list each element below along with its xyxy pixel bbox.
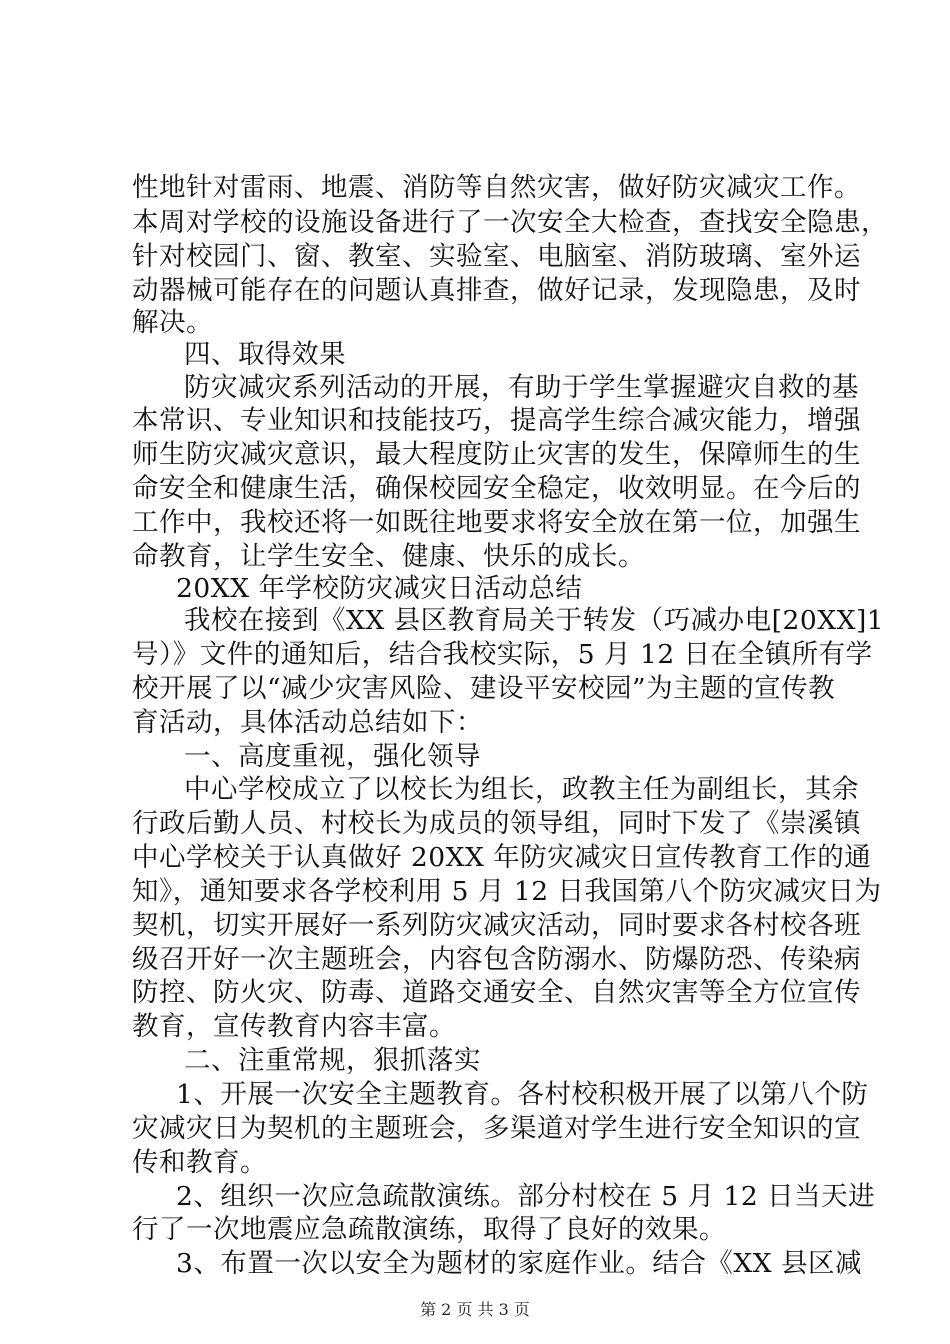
text-line: 我校在接到《XX 县区教育局关于转发（巧减办电[20XX]1 xyxy=(184,605,885,636)
document-title: 20XX 年学校防灾减灾日活动总结 xyxy=(176,573,583,604)
text-line: 中心学校成立了以校长为组长，政教主任为副组长，其余 xyxy=(184,774,859,805)
text-line: 校开展了以“减少灾害风险、建设平安校园”为主题的宣传教 xyxy=(132,673,836,704)
text-line: 性地针对雷雨、地震、消防等自然灾害，做好防灾减灾工作。 xyxy=(132,172,861,203)
text-line: 行政后勤人员、村校长为成员的领导组，同时下发了《崇溪镇 xyxy=(132,808,861,839)
page-number-footer: 第 2 页 共 3 页 xyxy=(420,1300,530,1319)
text-line: 育活动，具体活动总结如下： xyxy=(132,707,483,738)
text-line: 命教育，让学生安全、健康、快乐的成长。 xyxy=(132,541,645,572)
text-line: 防灾减灾系列活动的开展，有助于学生掌握避灾自救的基 xyxy=(184,372,859,403)
text-line: 本周对学校的设施设备进行了一次安全大检查，查找安全隐患， xyxy=(132,207,888,238)
text-line: 解决。 xyxy=(132,307,213,338)
text-line: 本常识、专业知识和技能技巧，提高学生综合减灾能力，增强 xyxy=(132,405,861,436)
text-line: 知》，通知要求各学校利用 5 月 12 日我国第八个防灾减灾日为 xyxy=(132,876,882,907)
text-line: 针对校园门、窗、教室、实验室、电脑室、消防玻璃、室外运 xyxy=(132,241,861,272)
text-line: 中心学校关于认真做好 20XX 年防灾减灾日宣传教育工作的通 xyxy=(132,842,872,873)
text-line: 号）》文件的通知后，结合我校实际，5 月 12 日在全镇所有学 xyxy=(132,639,873,670)
text-line: 命安全和健康生活，确保校园安全稳定，收效明显。在今后的 xyxy=(132,473,861,504)
text-line: 级召开好一次主题班会，内容包含防溺水、防爆防恐、传染病 xyxy=(132,944,861,975)
text-line: 1、开展一次安全主题教育。各村校积极开展了以第八个防 xyxy=(176,1079,869,1110)
section-heading: 二、注重常规，狠抓落实 xyxy=(184,1045,481,1076)
text-line: 传和教育。 xyxy=(132,1147,267,1178)
text-line: 行了一次地震应急疏散演练，取得了良好的效果。 xyxy=(132,1214,726,1245)
section-heading: 一、高度重视，强化领导 xyxy=(184,741,481,772)
text-line: 灾减灾日为契机的主题班会，多渠道对学生进行安全知识的宣 xyxy=(132,1113,861,1144)
text-line: 动器械可能存在的问题认真排查，做好记录，发现隐患，及时 xyxy=(132,275,861,306)
section-heading: 四、取得效果 xyxy=(184,339,346,370)
text-line: 教育，宣传教育内容丰富。 xyxy=(132,1011,456,1042)
text-line: 防控、防火灾、防毒、道路交通安全、自然灾害等全方位宣传 xyxy=(132,977,861,1008)
text-line: 契机，切实开展好一系列防灾减灾活动，同时要求各村校各班 xyxy=(132,910,861,941)
text-line: 工作中，我校还将一如既往地要求将安全放在第一位，加强生 xyxy=(132,507,861,538)
text-line: 2、组织一次应急疏散演练。部分村校在 5 月 12 日当天进 xyxy=(176,1181,876,1212)
text-line: 3、布置一次以安全为题材的家庭作业。结合《XX 县区减 xyxy=(176,1248,863,1279)
text-line: 师生防灾减灾意识，最大程度防止灾害的发生，保障师生的生 xyxy=(132,439,861,470)
